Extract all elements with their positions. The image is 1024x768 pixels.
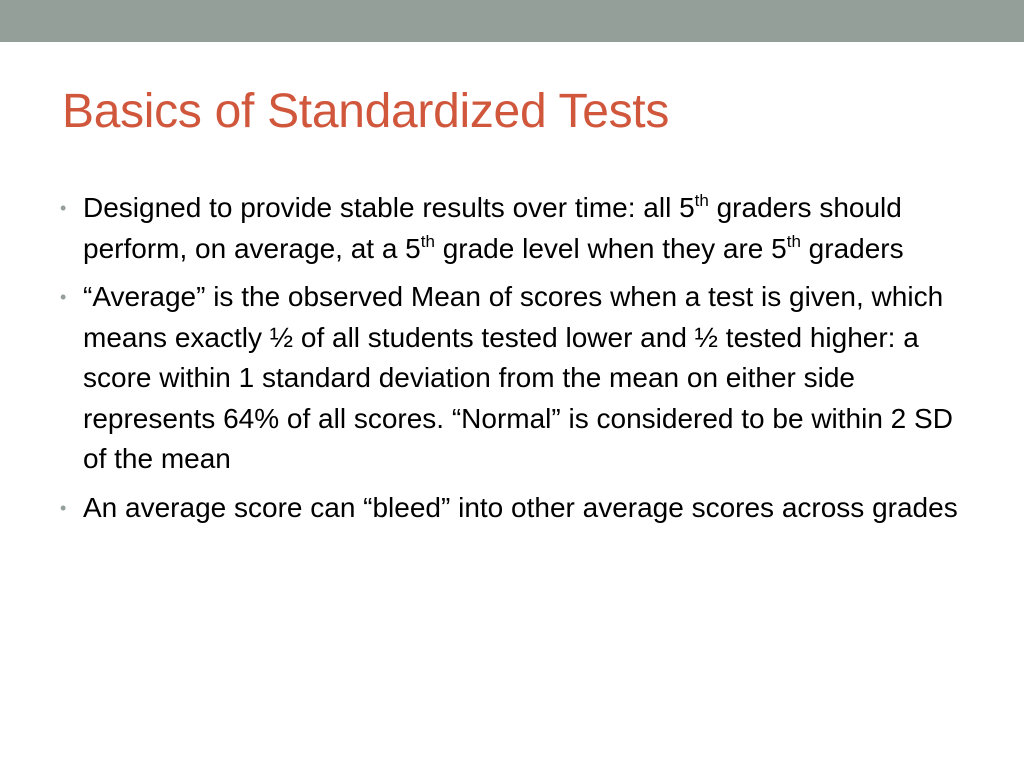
bullet-list — [60, 188, 960, 536]
bullet-item-average-definition — [60, 277, 960, 480]
bullet-item-average-bleed — [60, 488, 960, 529]
bullet-text: Designed to provide stable results over time: all 5 — [83, 192, 695, 223]
bullet-marker: • — [60, 287, 67, 307]
bullet-text: grade level when they are 5 — [434, 232, 787, 264]
slide-top-bar — [0, 0, 1024, 42]
superscript-ordinal: th — [694, 191, 709, 210]
bullet-marker: • — [60, 198, 67, 218]
bullet-text: graders should perform, on average, at a 5 — [83, 192, 902, 264]
bullet-text: “Average” is the observed Mean of scores when a test is given, which means exactly ½ of all students tested lower and ½ tested higher: a score within 1 standard deviation from the mean on either side represents 64% of all scores. “Normal” is considered to be within 2 SD of the mean — [83, 281, 953, 474]
slide-title: Basics of Standardized Tests — [62, 85, 670, 138]
bullet-item-stable-results — [60, 188, 960, 269]
superscript-ordinal: th — [786, 231, 801, 251]
bullet-marker: • — [60, 497, 67, 518]
bullet-text: graders — [800, 232, 904, 264]
superscript-ordinal: th — [420, 231, 435, 251]
bullet-text: An average score can “bleed” into other average scores across grades — [83, 491, 958, 523]
